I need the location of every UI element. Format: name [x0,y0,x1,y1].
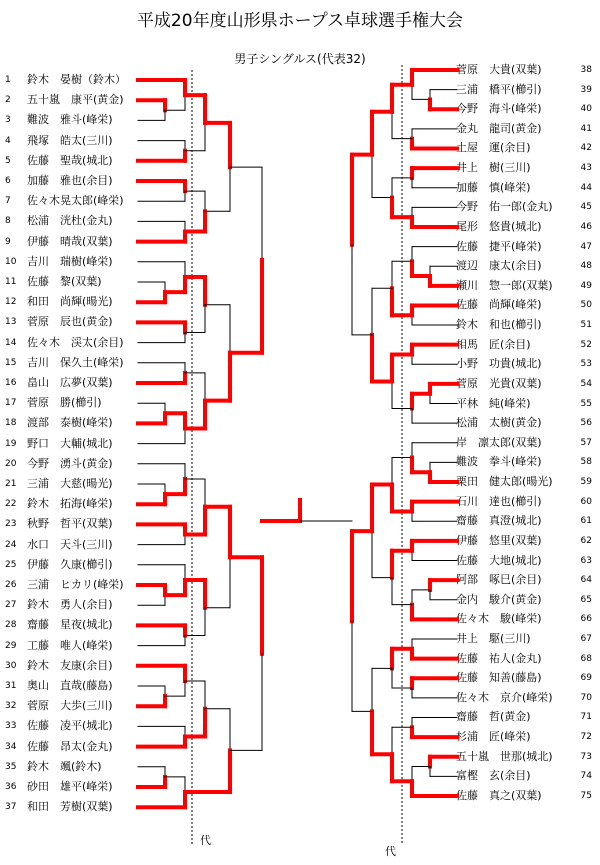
player-name: 五十嵐 世那(城北) [456,749,553,763]
player-number: 22 [5,499,17,510]
player-number: 68 [580,653,592,664]
player-name: 五十嵐 康平(黄金) [27,93,124,107]
player-name: 佐藤 黎(双葉) [27,275,102,288]
player-number: 62 [580,535,592,546]
player-name: 菅原 光貴(双葉) [456,376,542,390]
player-name: 三浦 大慈(暘光) [27,477,113,490]
player-name: 佐藤 真之(双葉) [456,788,542,802]
player-name: 和田 尚輝(暘光) [27,295,113,309]
player-number: 57 [580,437,592,448]
player-name: 鈴木 勇人(余目) [27,598,113,612]
player-name: 吉川 瑞樹(峰栄) [27,254,113,268]
player-number: 19 [5,438,17,449]
player-number: 14 [5,337,17,348]
player-number: 12 [5,297,17,308]
player-name: 畠山 広夢(双葉) [27,376,113,389]
quota-label-right: 代 [385,845,396,858]
player-name: 加藤 慎(峰栄) [456,180,531,194]
player-number: 63 [580,555,592,566]
player-number: 30 [5,660,17,671]
player-number: 56 [580,418,592,429]
player-name: 佐藤 尚輝(峰栄) [456,298,542,312]
player-name: 佐藤 大地(城北) [456,553,542,567]
player-number: 32 [5,701,17,712]
player-name: 秋野 哲平(双葉) [27,517,113,531]
player-name: 三浦 橋平(櫛引) [456,82,542,96]
player-number: 23 [5,519,17,530]
player-number: 35 [5,761,17,772]
player-number: 31 [5,681,17,691]
player-name: 佐藤 聖哉(城北) [27,153,113,167]
player-number: 55 [580,398,592,409]
player-name: 伊藤 悠里(双葉) [456,533,542,547]
player-number: 43 [580,163,592,174]
player-name: 菅原 辰也(黄金) [27,315,113,329]
player-number: 5 [5,155,11,166]
player-name: 佐藤 捷平(峰栄) [456,239,542,253]
player-name: 齋藤 真澄(城北) [456,514,542,528]
player-name: 相馬 匠(余目) [456,337,531,351]
player-name: 菅原 大歩(三川) [27,699,113,713]
player-name: 尾形 悠貴(城北) [456,219,542,233]
player-name: 齋藤 星夜(城北) [27,618,113,632]
player-name: 飛塚 皓太(三川) [27,133,113,147]
player-number: 8 [5,216,11,227]
player-name: 渡部 泰樹(峰栄) [27,416,113,430]
player-number: 39 [580,84,592,95]
player-name: 松浦 洸杜(金丸) [27,214,113,228]
player-name: 水口 天斗(三川) [27,537,113,551]
player-name: 平林 純(峰栄) [456,396,531,410]
player-name: 伊藤 久康(櫛引) [27,557,113,571]
player-name: 伊藤 晴哉(双葉) [27,234,113,248]
player-name: 瀬川 惣一郎(双葉) [456,278,553,292]
player-number: 58 [580,457,592,468]
player-name: 渡辺 康太(余目) [456,259,542,273]
player-name: 栗田 健太郎(暘光) [456,475,553,489]
player-name: 難波 拳斗(峰栄) [456,455,542,469]
player-name: 金丸 龍司(黄金) [456,121,542,135]
player-number: 66 [580,614,592,625]
player-number: 15 [5,357,17,368]
player-name: 鈴木 和也(櫛引) [456,318,542,332]
player-number: 3 [5,115,11,126]
player-name: 金内 駿介(黄金) [456,592,542,606]
player-name: 土屋 運(余目) [456,141,531,155]
player-name: 三浦 ヒカリ(峰栄) [27,578,124,591]
player-number: 45 [580,202,592,213]
player-name: 佐々木 京介(峰栄) [456,690,553,704]
player-number: 61 [580,516,592,527]
player-name: 加藤 雅也(余目) [27,174,113,187]
player-number: 10 [5,256,17,267]
player-number: 6 [5,176,11,186]
player-name: 難波 雅斗(峰栄) [27,113,113,127]
player-name: 杉浦 匠(峰栄) [456,730,531,744]
player-name: 鈴木 晏樹（鈴木） [27,73,126,86]
player-number: 59 [580,477,592,488]
player-number: 7 [5,196,11,207]
player-name: 佐藤 凌平(城北) [27,719,113,733]
player-number: 53 [580,359,592,370]
player-number: 75 [580,790,592,801]
player-name: 吉川 保久土(峰栄) [27,355,124,369]
player-name: 佐々木 渓太(余目) [27,335,124,349]
player-number: 34 [5,741,17,752]
player-name: 工藤 唯人(峰栄) [27,638,113,652]
player-number: 16 [5,378,17,388]
player-name: 今野 佑一郎(金丸) [456,200,553,214]
player-number: 70 [580,692,592,703]
player-name: 今野 海斗(峰栄) [456,102,542,116]
player-number: 46 [580,221,592,232]
player-number: 48 [580,261,592,272]
player-number: 11 [5,277,17,287]
player-number: 24 [5,539,17,550]
player-name: 鈴木 拓海(峰栄) [27,497,113,511]
player-number: 33 [5,721,17,732]
player-name: 富樫 玄(余目) [456,769,531,783]
player-number: 60 [580,496,592,507]
player-name: 小野 功貴(城北) [456,357,542,371]
player-number: 26 [5,580,17,590]
player-name: 阿部 啄巳(余目) [456,573,542,587]
player-name: 菅原 大貴(双葉) [456,63,542,76]
player-name: 佐々木晃太郎(峰栄) [27,194,124,208]
player-number: 69 [580,673,592,684]
player-number: 74 [580,771,592,782]
player-number: 28 [5,620,17,631]
player-number: 65 [580,594,592,605]
player-name: 佐藤 昂太(金丸) [27,739,113,753]
player-number: 38 [580,65,592,75]
player-number: 2 [5,95,11,106]
player-name: 鈴木 颯(鈴木) [27,759,102,773]
player-number: 64 [580,575,592,586]
player-name: 奥山 直哉(藤島) [27,679,113,692]
player-number: 25 [5,559,17,570]
player-number: 44 [580,182,592,193]
player-number: 4 [5,135,11,146]
player-name: 鈴木 友康(余目) [27,658,113,672]
player-name: 井上 駆(三川) [456,631,531,645]
player-number: 47 [580,241,592,252]
player-name: 砂田 雄平(峰栄) [27,780,113,793]
player-number: 71 [580,712,592,723]
player-name: 佐々木 駿(峰栄) [456,612,542,626]
page-title: 平成20年度山形県ホープス卓球選手権大会 [136,11,464,31]
player-number: 40 [580,104,592,115]
player-number: 21 [5,479,17,489]
player-name: 佐藤 祐人(金丸) [456,651,542,665]
player-name: 石川 達也(櫛引) [456,494,542,508]
player-number: 52 [580,339,592,350]
player-number: 49 [580,280,592,291]
player-name: 齋藤 哲(黄金) [456,710,531,724]
quota-label-left: 代 [200,834,211,847]
player-number: 17 [5,398,17,409]
player-number: 50 [580,300,592,311]
player-name: 野口 大輔(城北) [27,436,113,450]
player-number: 73 [580,751,592,762]
player-name: 菅原 勝(櫛引) [27,396,102,410]
player-number: 37 [5,802,17,813]
player-name: 岸 凛太郎(双葉) [456,435,542,449]
player-name: 井上 樹(三川) [456,161,531,175]
player-number: 18 [5,418,17,429]
player-name: 今野 湧斗(黄金) [27,456,113,470]
player-name: 和田 芳樹(双葉) [27,800,113,814]
player-number: 1 [5,75,11,85]
player-number: 27 [5,600,17,611]
player-number: 51 [580,320,592,331]
player-number: 72 [580,732,592,743]
player-number: 20 [5,458,17,469]
player-number: 13 [5,317,17,328]
player-number: 29 [5,640,17,651]
player-number: 42 [580,143,592,154]
player-name: 佐藤 知善(藤島) [456,671,542,685]
player-number: 54 [580,378,592,389]
event-subtitle: 男子シングルス(代表32) [234,52,366,66]
player-number: 67 [580,633,592,644]
player-name: 松浦 太樹(黄金) [456,416,542,430]
player-number: 9 [5,236,11,247]
player-number: 41 [580,123,592,134]
player-number: 36 [5,782,17,792]
